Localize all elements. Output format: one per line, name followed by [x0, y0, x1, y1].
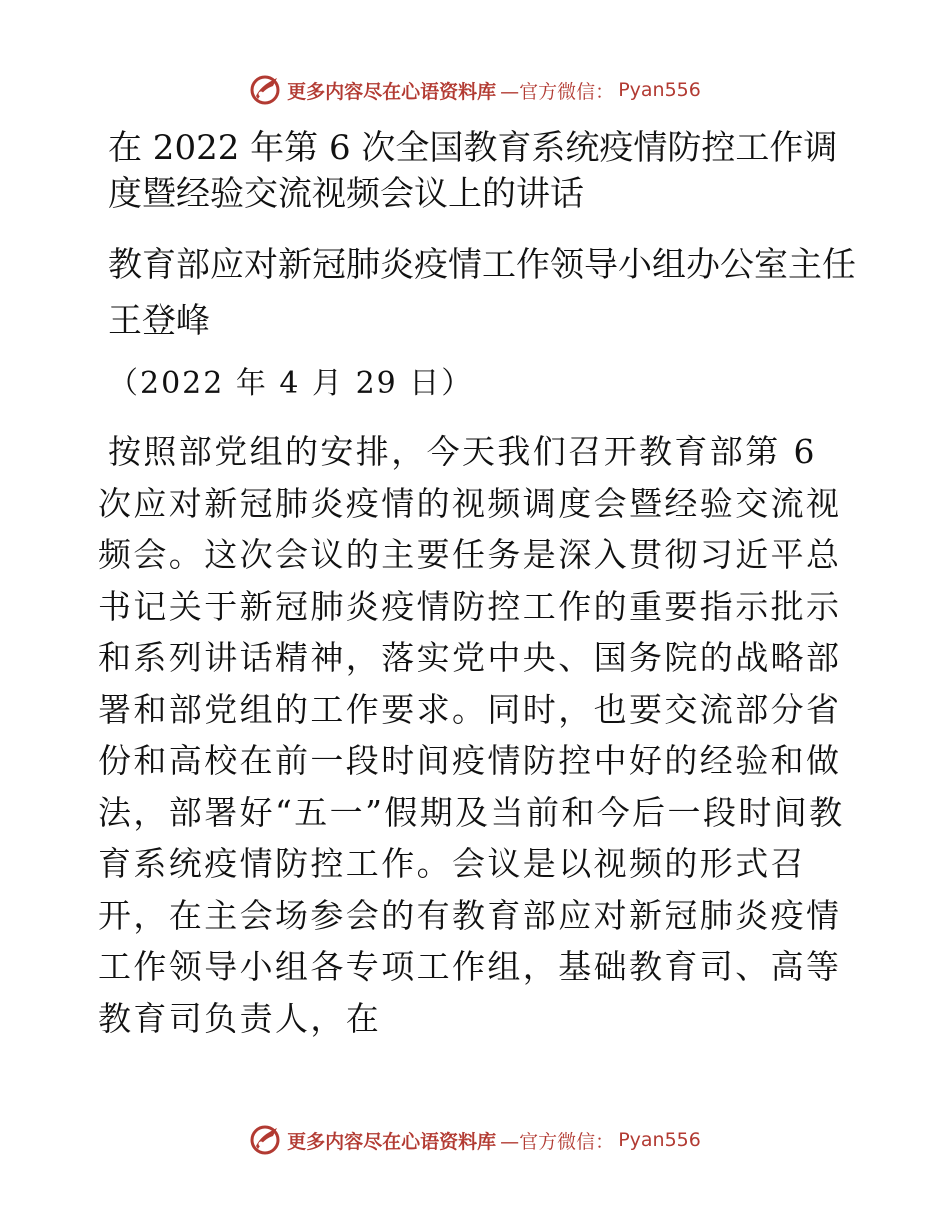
watermark-brand: 更多内容尽在心语资料库 [287, 80, 497, 103]
logo-icon [249, 1124, 281, 1156]
watermark-header [0, 74, 950, 106]
document [98, 125, 890, 1044]
watermark-separator: —官方微信： [500, 80, 615, 103]
watermark-separator: —官方微信： [500, 1130, 615, 1153]
page-title: 在 2022 年第 6 次全国教育系统疫情防控工作调度暨经验交流视频会议上的讲话 [108, 128, 838, 214]
watermark-footer [0, 1124, 950, 1156]
watermark-wechat-id: Pyan556 [618, 1129, 701, 1151]
body-text: 按照部党组的安排，今天我们召开教育部第 6 次应对新冠肺炎疫情的视频调度会暨经验交流视频会。这次会议的主要任务是深入贯彻习近平总书记关于新冠肺炎疫情防控工作的重要指示批示和系列讲话精神，落实党中央、国务院的战略部署和部党组的工作要求。同时，也要交流部分省份和高校在前一段时间疫情防控中好的经验和做法，部署好“五一”假期及当前和今后一段时间教育系统疫情防控工作。会议是以视频的形式召开，在主会场参会的有教育部应对新冠肺炎疫情工作领导小组各专项工作组，基础教育司、高等教育司负责人，在 [98, 432, 845, 1038]
watermark-brand: 更多内容尽在心语资料库 [287, 1130, 497, 1153]
logo-icon [249, 74, 281, 106]
watermark-wechat-id: Pyan556 [618, 79, 701, 101]
body-paragraph [98, 426, 858, 1044]
author-line: 教育部应对新冠肺炎疫情工作领导小组办公室主任 王登峰 [108, 245, 890, 341]
date-line: （2022 年 4 月 29 日） [108, 366, 474, 401]
